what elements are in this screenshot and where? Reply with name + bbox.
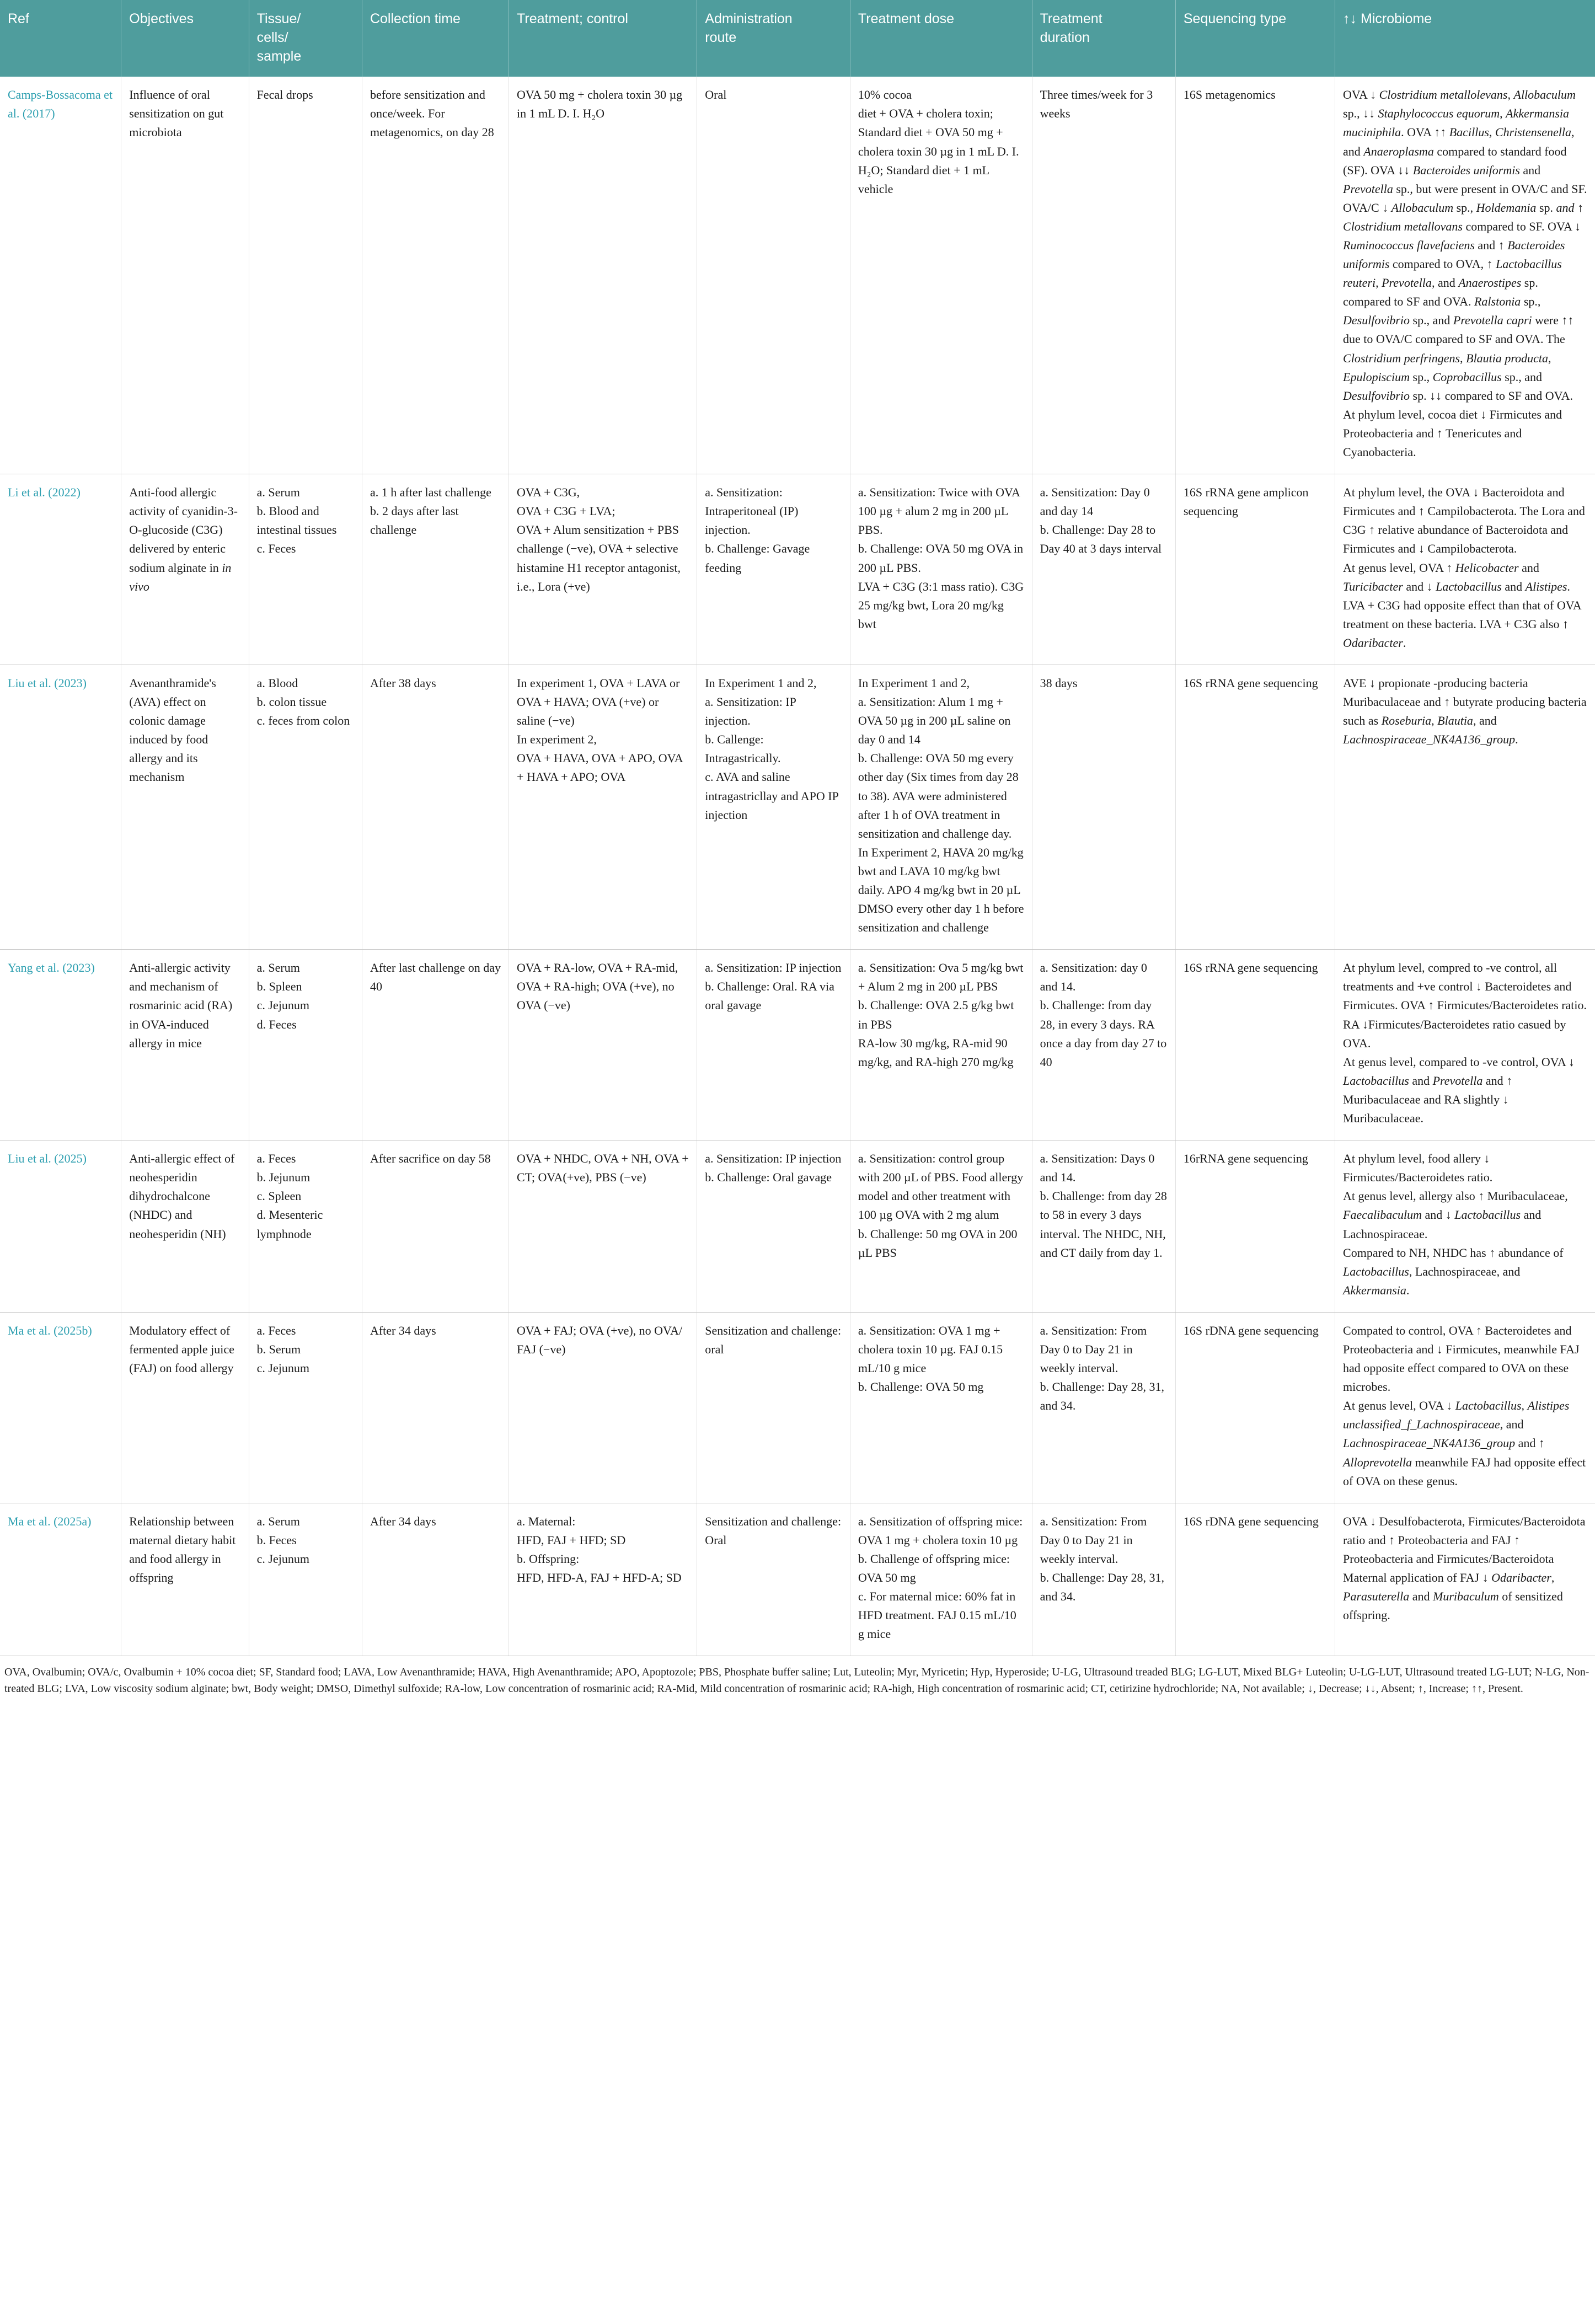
cell-treatment_duration: a. Sensitization: From Day 0 to Day 21 in weekly interval. b. Challenge: Day 28, 31, and 34. [1032,1312,1175,1503]
cell-treatment_control: OVA + RA-low, OVA + RA-mid, OVA + RA-high; OVA (+ve), no OVA (−ve) [509,950,697,1140]
cell-tissue: Fecal drops [249,77,362,474]
cell-treatment_dose: a. Sensitization: control group with 200 µL of PBS. Food allergy model and other treatment with 100 µg OVA with 2 mg alum b. Challenge: 50 mg OVA in 200 µL PBS [850,1140,1032,1313]
cell-tissue: a. Feces b. Serum c. Jejunum [249,1312,362,1503]
cell-ref [0,1503,121,1656]
cell-tissue: a. Feces b. Jejunum c. Spleen d. Mesenteric lymphnode [249,1140,362,1313]
cell-tissue: a. Serum b. Spleen c. Jejunum d. Feces [249,950,362,1140]
table-row [0,1312,1595,1503]
cell-sequencing_type: 16S metagenomics [1175,77,1335,474]
cell-sequencing_type: 16S rDNA gene sequencing [1175,1503,1335,1656]
reference-link[interactable]: Yang et al. (2023) [8,961,95,975]
cell-objectives: Modulatory effect of fermented apple juice (FAJ) on food allergy [121,1312,249,1503]
reference-link[interactable]: Liu et al. (2025) [8,1152,87,1166]
cell-collection_time: After sacrifice on day 58 [362,1140,509,1313]
cell-microbiome: At phylum level, the OVA ↓ Bacteroidota and Firmicutes and ↑ Campilobacterota. The Lora and C3G ↑ relative abundance of Bacteroidota and Firmicutes and ↓ Campilobacterota. At genus level, OVA ↑ Helicobacter and Turicibacter and ↓ Lactobacillus and Alistipes. LVA + C3G had opposite effect than that of OVA treatment on these bacteria. LVA + C3G also ↑ Odaribacter. [1335,474,1595,665]
cell-collection_time: a. 1 h after last challenge b. 2 days after last challenge [362,474,509,665]
cell-treatment_control: OVA 50 mg + cholera toxin 30 µg in 1 mL D. I. H₂O [509,77,697,474]
cell-microbiome: Compated to control, OVA ↑ Bacteroidetes and Proteobacteria and ↓ Firmicutes, meanwhile FAJ had opposite effect compared to OVA on these microbes. At genus level, OVA ↓ Lactobacillus, Alistipes unclassified_f_Lachnospiraceae, and Lachnospiraceae_NK4A136_group and ↑ Alloprevotella meanwhile FAJ had opposite effect of OVA on these genus. [1335,1312,1595,1503]
cell-treatment_dose: a. Sensitization: Ova 5 mg/kg bwt + Alum 2 mg in 200 µL PBS b. Challenge: OVA 2.5 g/kg bwt in PBS RA-low 30 mg/kg, RA-mid 90 mg/kg, and RA-high 270 mg/kg [850,950,1032,1140]
cell-treatment_control: OVA + FAJ; OVA (+ve), no OVA/ FAJ (−ve) [509,1312,697,1503]
column-header-treatment_control: Treatment; control [509,0,697,77]
reference-link[interactable]: Ma et al. (2025a) [8,1514,92,1528]
cell-admin_route: Oral [697,77,850,474]
cell-sequencing_type: 16S rRNA gene amplicon sequencing [1175,474,1335,665]
table-row [0,474,1595,665]
reference-link[interactable]: Liu et al. (2023) [8,676,87,690]
cell-ref [0,950,121,1140]
cell-treatment_dose: a. Sensitization: Twice with OVA 100 µg + alum 2 mg in 200 µL PBS. b. Challenge: OVA 50 mg OVA in 200 µL PBS. LVA + C3G (3:1 mass ratio). C3G 25 mg/kg bwt, Lora 20 mg/kg bwt [850,474,1032,665]
cell-collection_time: After 34 days [362,1503,509,1656]
cell-tissue: a. Serum b. Blood and intestinal tissues c. Feces [249,474,362,665]
cell-treatment_dose: a. Sensitization of offspring mice: OVA 1 mg + cholera toxin 10 µg b. Challenge of offspring mice: OVA 50 mg c. For maternal mice: 60% fat in HFD treatment. FAJ 0.15 mL/10 g mice [850,1503,1032,1656]
cell-treatment_control: OVA + NHDC, OVA + NH, OVA + CT; OVA(+ve), PBS (−ve) [509,1140,697,1313]
column-header-admin_route: Administration route [697,0,850,77]
table-row [0,1503,1595,1656]
cell-collection_time: After 38 days [362,665,509,949]
cell-tissue: a. Blood b. colon tissue c. feces from colon [249,665,362,949]
cell-ref [0,474,121,665]
table-row [0,77,1595,474]
cell-admin_route: Sensitization and challenge: oral [697,1312,850,1503]
table-header-row [0,0,1595,77]
cell-sequencing_type: 16rRNA gene sequencing [1175,1140,1335,1313]
cell-admin_route: a. Sensitization: IP injection b. Challenge: Oral gavage [697,1140,850,1313]
column-header-treatment_dose: Treatment dose [850,0,1032,77]
column-header-collection_time: Collection time [362,0,509,77]
column-header-treatment_duration: Treatment duration [1032,0,1175,77]
cell-objectives: Anti-allergic activity and mechanism of rosmarinic acid (RA) in OVA-induced allergy in mice [121,950,249,1140]
cell-ref [0,77,121,474]
reference-link[interactable]: Li et al. (2022) [8,485,81,500]
cell-treatment_dose: a. Sensitization: OVA 1 mg + cholera toxin 10 µg. FAJ 0.15 mL/10 g mice b. Challenge: OVA 50 mg [850,1312,1032,1503]
cell-treatment_control: In experiment 1, OVA + LAVA or OVA + HAVA; OVA (+ve) or saline (−ve) In experiment 2, OVA + HAVA, OVA + APO, OVA + HAVA + APO; OVA [509,665,697,949]
column-header-tissue: Tissue/ cells/ sample [249,0,362,77]
table-row [0,950,1595,1140]
cell-sequencing_type: 16S rRNA gene sequencing [1175,950,1335,1140]
cell-admin_route: In Experiment 1 and 2, a. Sensitization: IP injection. b. Callenge: Intragastrically. c. AVA and saline intragastricllay and APO IP injection [697,665,850,949]
cell-microbiome: OVA ↓ Clostridium metallolevans, Allobaculum sp., ↓↓ Staphylococcus equorum, Akkermansia muciniphila. OVA ↑↑ Bacillus, Christensenella, and Anaeroplasma compared to standard food (SF). OVA ↓↓ Bacteroides uniformis and Prevotella sp., but were present in OVA/C and SF. OVA/C ↓ Allobaculum sp., Holdemania sp. and ↑ Clostridium metallovans compared to SF. OVA ↓ Ruminococcus flavefaciens and ↑ Bacteroides uniformis compared to OVA, ↑ Lactobacillus reuteri, Prevotella, and Anaerostipes sp. compared to SF and OVA. Ralstonia sp., Desulfovibrio sp., and Prevotella capri were ↑↑ due to OVA/C compared to SF and OVA. The Clostridium perfringens, Blautia producta, Epulopiscium sp., Coprobacillus sp., and Desulfovibrio sp. ↓↓ compared to SF and OVA. At phylum level, cocoa diet ↓ Firmicutes and Proteobacteria and ↑ Tenericutes and Cyanobacteria. [1335,77,1595,474]
cell-sequencing_type: 16S rRNA gene sequencing [1175,665,1335,949]
cell-admin_route: a. Sensitization: Intraperitoneal (IP) injection. b. Challenge: Gavage feeding [697,474,850,665]
cell-treatment_duration: a. Sensitization: From Day 0 to Day 21 in weekly interval. b. Challenge: Day 28, 31, and 34. [1032,1503,1175,1656]
reference-link[interactable]: Camps-Bossacoma et al. (2017) [8,88,113,121]
cell-admin_route: a. Sensitization: IP injection b. Challenge: Oral. RA via oral gavage [697,950,850,1140]
cell-treatment_dose: In Experiment 1 and 2, a. Sensitization: Alum 1 mg + OVA 50 µg in 200 µL saline on day 0 and 14 b. Challenge: OVA 50 mg every other day (Six times from day 28 to 38). AVA were administered after 1 h of OVA treatment in sensitization and challenge day. In Experiment 2, HAVA 20 mg/kg bwt and LAVA 10 mg/kg bwt daily. APO 4 mg/kg bwt in 20 µL DMSO every other day 1 h before sensitization and challenge [850,665,1032,949]
cell-microbiome: OVA ↓ Desulfobacterota, Firmicutes/Bacteroidota ratio and ↑ Proteobacteria and FAJ ↑ Proteobacteria and Firmicutes/Bacteroidota Maternal application of FAJ ↓ Odaribacter, Parasuterella and Muribaculum of sensitized offspring. [1335,1503,1595,1656]
column-header-sequencing_type: Sequencing type [1175,0,1335,77]
cell-microbiome: At phylum level, food allery ↓ Firmicutes/Bacteroidetes ratio. At genus level, allergy also ↑ Muribaculaceae, Faecalibaculum and ↓ Lactobacillus and Lachnospiraceae. Compared to NH, NHDC has ↑ abundance of Lactobacillus, Lachnospiraceae, and Akkermansia. [1335,1140,1595,1313]
cell-sequencing_type: 16S rDNA gene sequencing [1175,1312,1335,1503]
cell-admin_route: Sensitization and challenge: Oral [697,1503,850,1656]
cell-ref [0,1312,121,1503]
cell-collection_time: before sensitization and once/week. For metagenomics, on day 28 [362,77,509,474]
cell-objectives: Anti-food allergic activity of cyanidin-3-O-glucoside (C3G) delivered by enteric sodium alginate in in vivo [121,474,249,665]
cell-microbiome: AVE ↓ propionate -producing bacteria Muribaculaceae and ↑ butyrate producing bacteria such as Roseburia, Blautia, and Lachnospiraceae_NK4A136_group. [1335,665,1595,949]
cell-treatment_duration: a. Sensitization: Day 0 and day 14 b. Challenge: Day 28 to Day 40 at 3 days interval [1032,474,1175,665]
column-header-microbiome: ↑↓ Microbiome [1335,0,1595,77]
cell-collection_time: After 34 days [362,1312,509,1503]
cell-treatment_duration: Three times/week for 3 weeks [1032,77,1175,474]
cell-treatment_duration: a. Sensitization: Days 0 and 14. b. Challenge: from day 28 to 58 in every 3 days interval. The NHDC, NH, and CT daily from day 1. [1032,1140,1175,1313]
cell-objectives: Anti-allergic effect of neohesperidin dihydrochalcone (NHDC) and neohesperidin (NH) [121,1140,249,1313]
column-header-objectives: Objectives [121,0,249,77]
cell-ref [0,1140,121,1313]
column-header-ref: Ref [0,0,121,77]
cell-microbiome: At phylum level, compred to -ve control, all treatments and +ve control ↓ Bacteroidetes and Firmicutes. OVA ↑ Firmicutes/Bacteroidetes ratio. RA ↓Firmicutes/Bacteroidetes ratio casued by OVA. At genus level, compared to -ve control, OVA ↓ Lactobacillus and Prevotella and ↑ Muribaculaceae and RA slightly ↓ Muribaculaceae. [1335,950,1595,1140]
reference-link[interactable]: Ma et al. (2025b) [8,1323,92,1337]
cell-treatment_control: a. Maternal: HFD, FAJ + HFD; SD b. Offspring: HFD, HFD-A, FAJ + HFD-A; SD [509,1503,697,1656]
cell-ref [0,665,121,949]
cell-collection_time: After last challenge on day 40 [362,950,509,1140]
cell-objectives: Relationship between maternal dietary habit and food allergy in offspring [121,1503,249,1656]
cell-objectives: Influence of oral sensitization on gut microbiota [121,77,249,474]
cell-treatment_control: OVA + C3G, OVA + C3G + LVA; OVA + Alum sensitization + PBS challenge (−ve), OVA + selective histamine H1 receptor antagonist, i.e., Lora (+ve) [509,474,697,665]
cell-tissue: a. Serum b. Feces c. Jejunum [249,1503,362,1656]
cell-treatment_duration: a. Sensitization: day 0 and 14. b. Challenge: from day 28, in every 3 days. RA once a day from day 27 to 40 [1032,950,1175,1140]
cell-objectives: Avenanthramide's (AVA) effect on colonic damage induced by food allergy and its mechanism [121,665,249,949]
table-body [0,77,1595,1656]
table-row [0,1140,1595,1313]
cell-treatment_duration: 38 days [1032,665,1175,949]
table-footnote: OVA, Ovalbumin; OVA/c, Ovalbumin + 10% cocoa diet; SF, Standard food; LAVA, Low Avenanthramide; HAVA, High Avenanthramide; APO, Apoptozole; PBS, Phosphate buffer saline; Lut, Luteolin; Myr, Myricetin; Hyp, Hyperoside; U-LG, Ultrasound treaded BLG; LG-LUT, Mixed BLG+ Luteolin; U-LG-LUT, Ultrasound treated LG-LUT; N-LG, Non-treated BLG; LVA, Low viscosity sodium alginate; bwt, Body weight; DMSO, Dimethyl sulfoxide; RA-low, Low concentration of rosmarinic acid; RA-Mid, Mild concentration of rosmarinic acid; RA-high, High concentration of rosmarinic acid; CT, cetirizine hydrochloride; NA, Not available; ↓, Decrease; ↓↓, Absent; ↑, Increase; ↑↑, Present. [4,1666,1589,1695]
table-row [0,665,1595,949]
cell-treatment_dose: 10% cocoa diet + OVA + cholera toxin; Standard diet + OVA 50 mg + cholera toxin 30 µg in 1 mL D. I. H₂O; Standard diet + 1 mL vehicle [850,77,1032,474]
